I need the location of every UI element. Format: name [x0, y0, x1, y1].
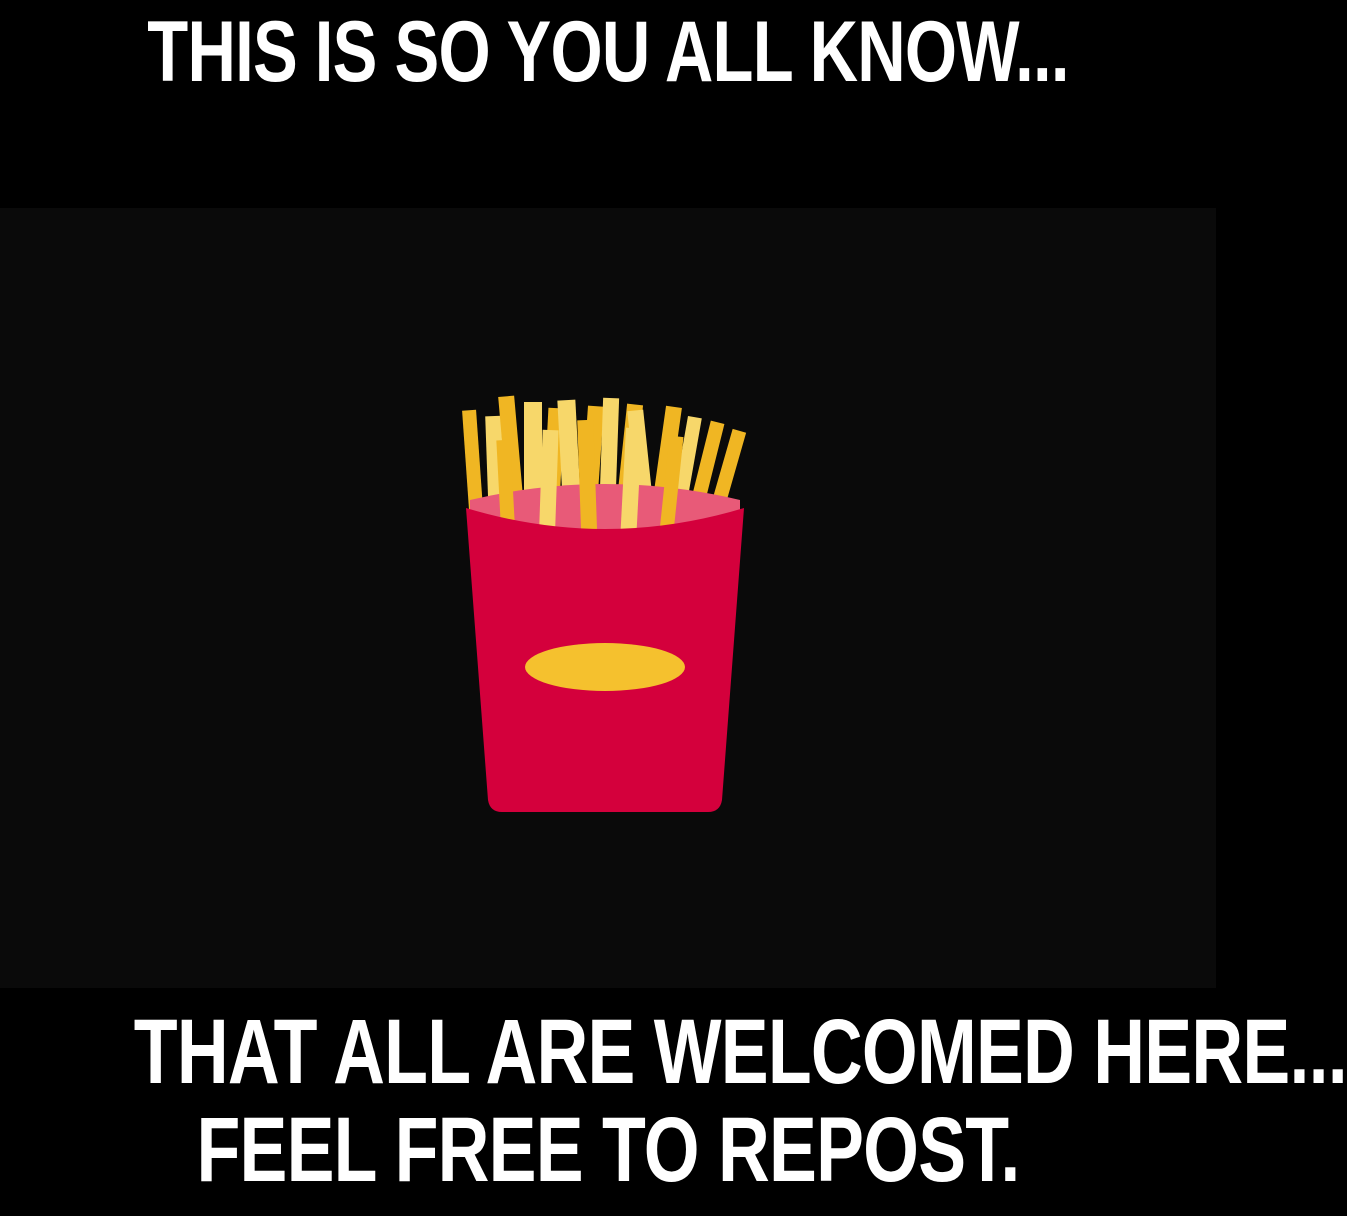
- top-caption: THIS IS SO YOU ALL KNOW...: [147, 4, 1069, 100]
- french-fries-icon: [440, 380, 770, 820]
- bottom-caption-line-2: FEEL FREE TO REPOST.: [196, 1099, 1020, 1201]
- container-label: [525, 643, 685, 691]
- bottom-caption-line-1: THAT ALL ARE WELCOMED HERE...: [133, 1001, 1347, 1103]
